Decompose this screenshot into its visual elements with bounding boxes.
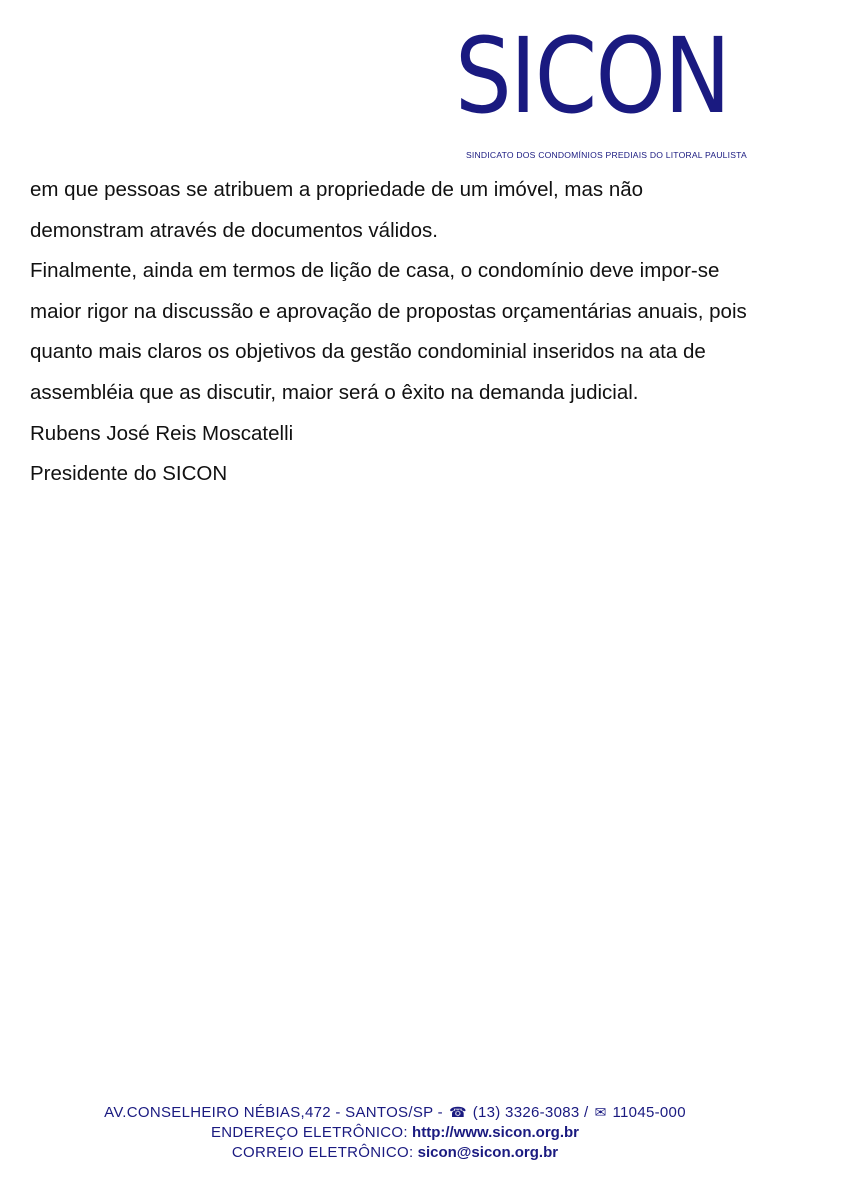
footer-email-label: CORREIO ELETRÔNICO: xyxy=(231,1144,414,1161)
footer-email-link[interactable]: sicon@sicon.org.br xyxy=(417,1144,559,1161)
document-body xyxy=(30,170,760,495)
signature-name: Rubens José Reis Moscatelli xyxy=(30,421,294,445)
signature-title: Presidente do SICON xyxy=(30,462,228,486)
logo-tagline: SINDICATO DOS CONDOMÍNIOS PREDIAIS DO LITORAL PAULISTA xyxy=(466,150,747,160)
footer-website-row xyxy=(0,1123,790,1143)
footer-email-row xyxy=(0,1143,790,1163)
phone-icon: ☎ xyxy=(449,1104,467,1120)
envelope-icon: ✉ xyxy=(594,1104,607,1120)
page-footer xyxy=(0,1102,790,1163)
footer-address-row xyxy=(0,1102,790,1123)
footer-website-label: ENDEREÇO ELETRÔNICO: xyxy=(211,1124,408,1141)
footer-zip: 11045-000 xyxy=(612,1104,686,1121)
body-paragraph-1: em que pessoas se atribuem a propriedade de um imóvel, mas não demonstram através de documentos válidos. xyxy=(30,178,644,242)
footer-phone: (13) 3326-3083 / xyxy=(472,1104,589,1121)
footer-address: AV.CONSELHEIRO NÉBIAS,472 - SANTOS/SP - xyxy=(104,1104,443,1121)
body-paragraph-2: Finalmente, ainda em termos de lição de casa, o condomínio deve impor-se maior rigor na discussão e aprovação de propostas orçamentárias anuais, pois quanto mais claros os objetivos da gestão condominial inseridos na ata de assembléia que as discutir, maior será o êxito na demanda judicial. xyxy=(30,259,747,404)
footer-website-link[interactable]: http://www.sicon.org.br xyxy=(412,1124,579,1141)
sicon-logo xyxy=(455,15,761,137)
logo-wordmark: SICON xyxy=(455,15,730,137)
